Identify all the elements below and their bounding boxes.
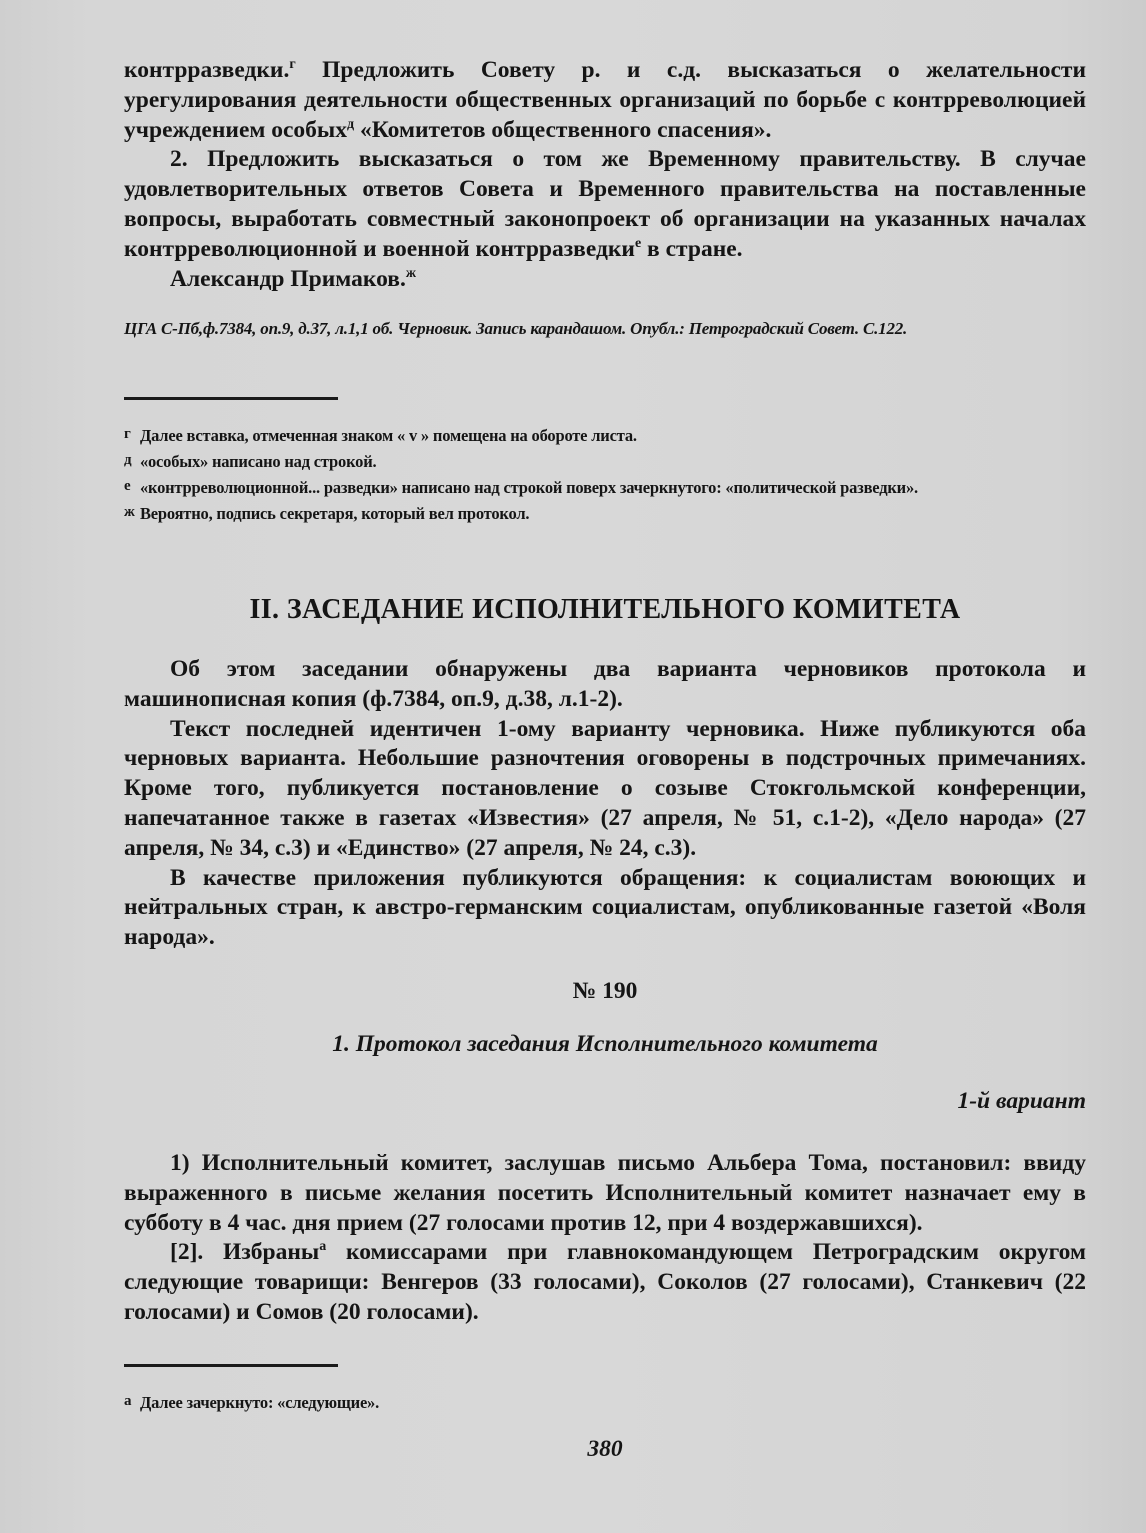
document-title: 1. Протокол заседания Исполнительного комитета xyxy=(332,1031,878,1057)
continuation-block xyxy=(124,56,1086,294)
footnotes-block-1 xyxy=(124,422,1086,526)
footnote-ref[interactable]: ж xyxy=(405,265,416,281)
footnote-divider xyxy=(124,397,338,400)
protocol-body xyxy=(124,1149,1086,1328)
protocol-item-2: [2]. Избраны$^а$ комиссарами при главнокомандующем Петроградским округом следующие товарищи: Венгеров (33 голосами), Соколов (27 голосами), Станкевич (22 голосами) и Сомов (20 голосами). xyxy=(124,1239,1086,1325)
intro-paragraph-2: Текст последней идентичен 1-ому варианту черновика. Ниже публикуются оба черновых варианта. Небольшие разночтения оговорены в подстрочных примечаниях. Кроме того, публикуется постановление о созыве Стокгольмской конференции, напечатанное также в газетах «Известия» (27 апреля, № 51, с.1-2), «Дело народа» (27 апреля, № 34, с.3) и «Единство» (27 апреля, № 24, с.3). xyxy=(124,715,1086,861)
footnote-ref[interactable]: а xyxy=(319,1239,327,1255)
footnote-ref[interactable]: е xyxy=(634,235,642,251)
intro-paragraph-1: Об этом заседании обнаружены два варианта черновиков протокола и машинописная копия (ф.7384, оп.9, д.38, л.1-2). xyxy=(124,656,1086,712)
paragraph-2: 2. Предложить высказаться о том же Временному правительству. В случае удовлетворительных ответов Совета и Временного правительства на поставленные вопросы, выработать совместный законопроект об организации на указанных началах контрреволюционной и военной контрразведки$^е$ в стране. xyxy=(124,146,1086,262)
footnote-ref[interactable]: г xyxy=(289,57,296,72)
footnote: ж Вероятно, подпись секретаря, который вел протокол. xyxy=(124,504,530,523)
section-heading: II. ЗАСЕДАНИЕ ИСПОЛНИТЕЛЬНОГО КОМИТЕТА xyxy=(249,594,961,625)
footnote: д «особых» написано над строкой. xyxy=(124,452,377,471)
footnote: е «контрреволюционной... разведки» написано над строкой поверх зачеркнутого: «политической разведки». xyxy=(124,478,918,497)
footnote: г Далее вставка, отмеченная знаком « v » помещена на обороте листа. xyxy=(124,426,637,445)
intro-paragraph-3: В качестве приложения публикуются обращения: к социалистам воюющих и нейтральных стран, к австро-германским социалистам, опубликованные газетой «Воля народа». xyxy=(124,864,1086,951)
document-number: № 190 xyxy=(572,978,638,1004)
footnote-ref[interactable]: д xyxy=(347,116,355,132)
section-intro xyxy=(124,655,1086,953)
protocol-item-1: 1) Исполнительный комитет, заслушав письмо Альбера Тома, постановил: ввиду выраженного в письме желания посетить Исполнительный комитет назначает ему в субботу в 4 час. дня прием (27 голосами против 12, при 4 воздержавшихся). xyxy=(124,1150,1086,1236)
archival-source: ЦГА С-Пб,ф.7384, оп.9, д.37, л.1,1 об. Черновик. Запись карандашом. Опубл.: Петроградский Совет. С.122. xyxy=(124,319,908,338)
paragraph-continuation: контрразведки.$^г$ Предложить Совету р. и с.д. высказаться о желательности урегулирования деятельности общественных организаций по борьбе с контрреволюцией учреждением особых$^д$ «Комитетов общественного спасения». xyxy=(124,57,1086,143)
footnotes-block-2 xyxy=(124,1389,1086,1415)
footnote-divider xyxy=(124,1364,338,1367)
page-number: 380 xyxy=(587,1436,623,1462)
footnote: а Далее зачеркнуто: «следующие». xyxy=(124,1393,380,1412)
variant-label: 1-й вариант xyxy=(957,1088,1086,1114)
signature: Александр Примаков.$^ж$ xyxy=(170,265,416,292)
